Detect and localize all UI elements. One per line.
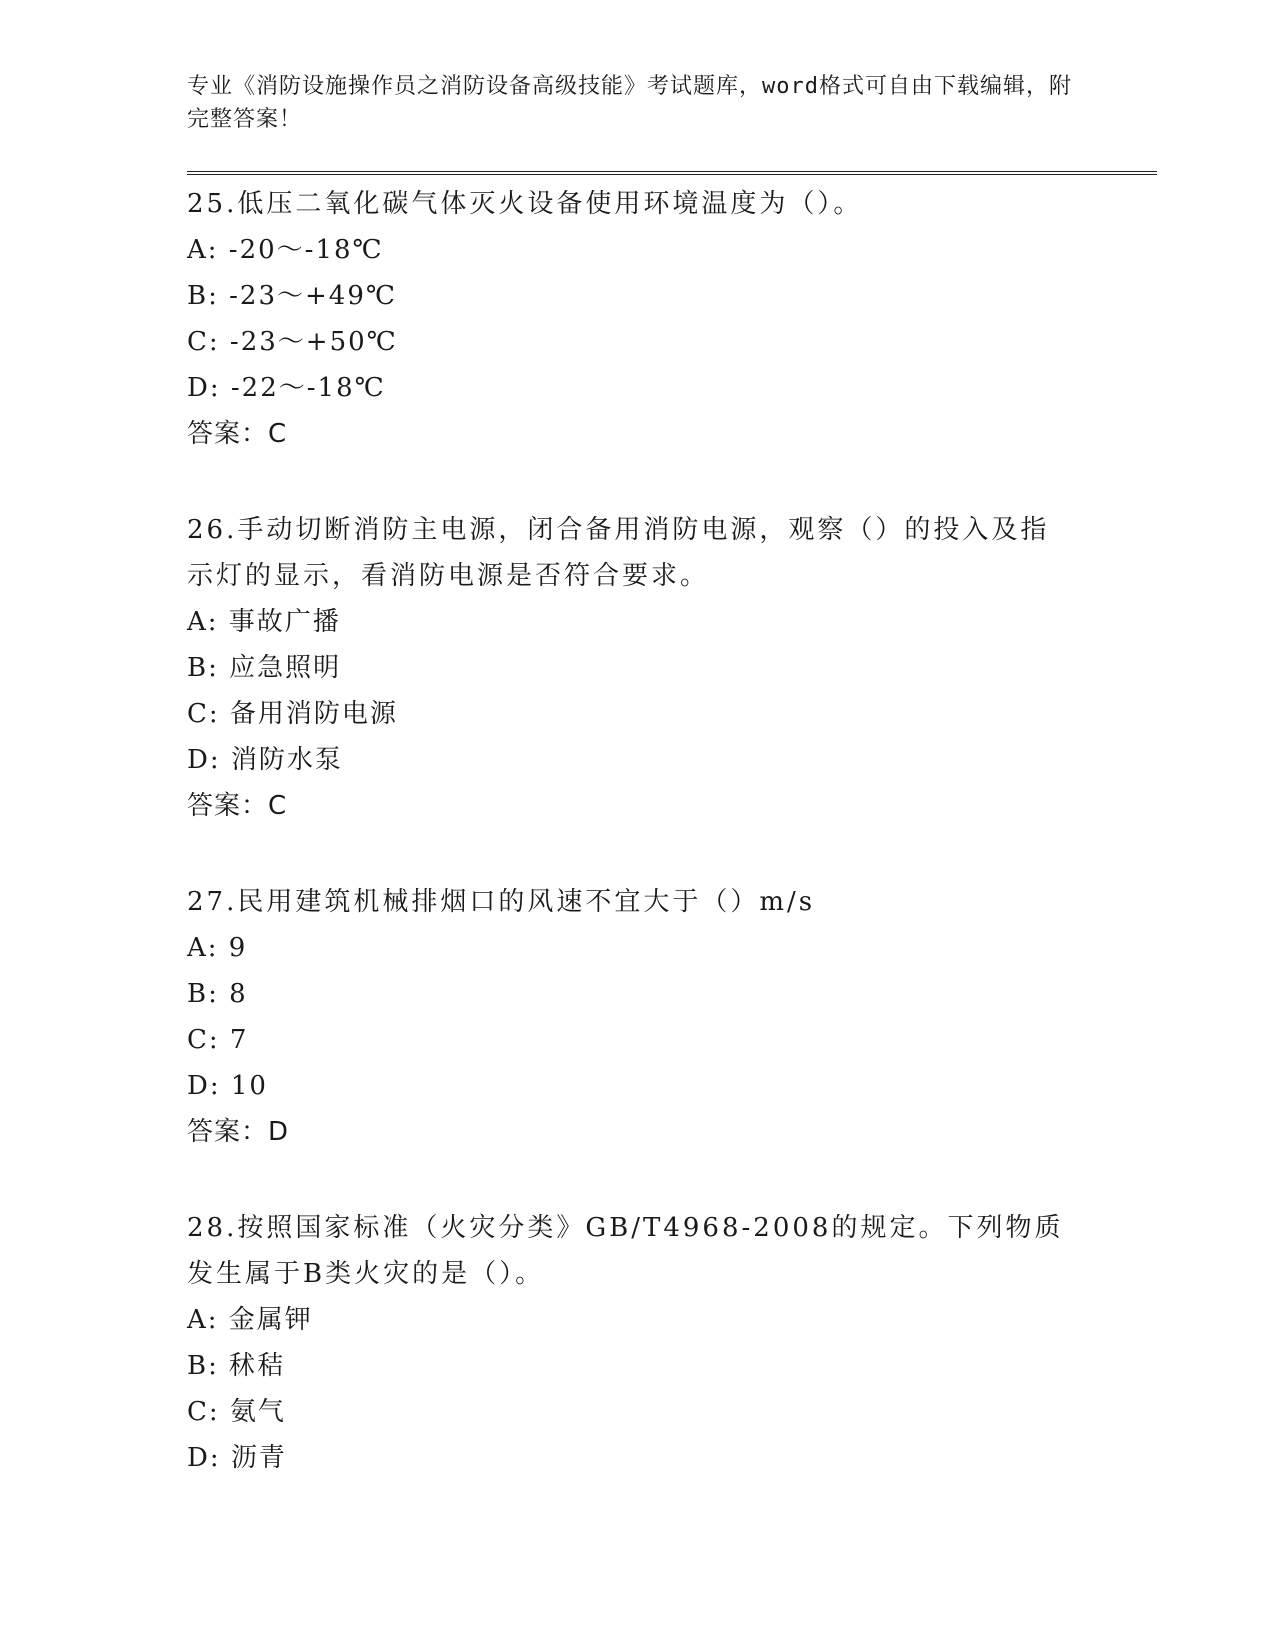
- option-a: A: 事故广播: [187, 607, 341, 637]
- answer-label: 答案：C: [187, 791, 288, 821]
- option-d: D: 沥青: [187, 1443, 287, 1473]
- option-b: B: 8: [187, 979, 248, 1009]
- document-header: 专业《消防设施操作员之消防设备高级技能》考试题库，word格式可自由下载编辑，附完整答案！: [187, 74, 1072, 132]
- option-c: C: -23～+50℃: [187, 327, 398, 357]
- option-c: C: 7: [187, 1025, 249, 1055]
- option-d: D: 消防水泵: [187, 745, 343, 775]
- question-28: [187, 1205, 1157, 1481]
- answer-label: 答案：C: [187, 419, 288, 449]
- option-a: A: 9: [187, 933, 248, 963]
- option-a: A: -20～-18℃: [187, 235, 384, 265]
- option-c: C: 氨气: [187, 1397, 286, 1427]
- header-divider: [187, 171, 1157, 175]
- question-26: [187, 507, 1157, 829]
- option-d: D: 10: [187, 1071, 268, 1101]
- option-d: D: -22～-18℃: [187, 373, 386, 403]
- question-stem: 26.手动切断消防主电源，闭合备用消防电源，观察（）的投入及指示灯的显示，看消防电源是否符合要求。: [187, 515, 1050, 591]
- option-b: B: -23～+49℃: [187, 281, 397, 311]
- question-27: [187, 879, 1157, 1155]
- question-stem: 27.民用建筑机械排烟口的风速不宜大于（）m/s: [187, 887, 816, 917]
- option-c: C: 备用消防电源: [187, 699, 398, 729]
- answer-label: 答案：D: [187, 1117, 290, 1147]
- option-b: B: 秫秸: [187, 1351, 286, 1381]
- question-stem: 25.低压二氧化碳气体灭火设备使用环境温度为（）。: [187, 189, 863, 219]
- question-stem: 28.按照国家标准（火灾分类》GB/T4968-2008的规定。下列物质发生属于B类火灾的是（）。: [187, 1213, 1064, 1289]
- option-a: A: 金属钾: [187, 1305, 313, 1335]
- question-25: [187, 181, 1157, 457]
- option-b: B: 应急照明: [187, 653, 342, 683]
- document-page: [187, 70, 1157, 1481]
